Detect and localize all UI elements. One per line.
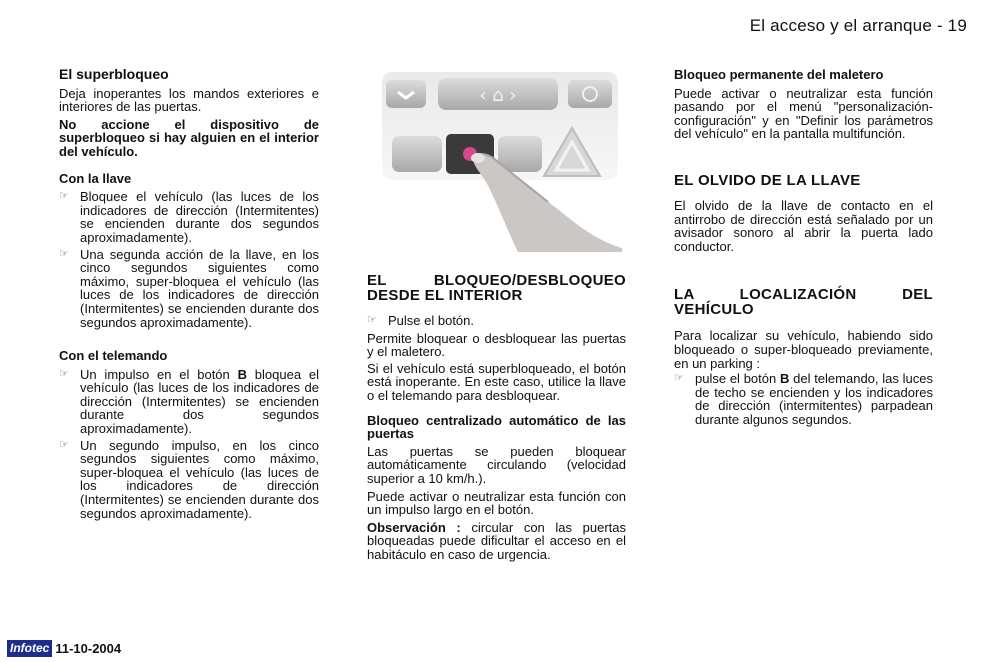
subtitle-con-el-telemando: Con el telemando bbox=[59, 348, 168, 364]
subtitle-con-la-llave: Con la llave bbox=[59, 170, 132, 186]
warning-text: No accione el dispositivo de superbloqueo si hay alguien en el interior del vehículo. bbox=[59, 116, 319, 159]
subtitle-bloqueo-maletero: Bloqueo permanente del maletero bbox=[674, 67, 884, 82]
list-item: ☞ Pulse el botón. bbox=[367, 313, 475, 328]
paragraph: Las puertas se pueden bloquear automáticamente circulando (velocidad superior a 10 km/h.). bbox=[367, 443, 626, 486]
list-item: ☞ pulse el botón B del telemando, las luces de techo se encienden y los indicadores de dirección (intermitentes) parpadean durante algunos segundos. bbox=[674, 371, 933, 427]
paragraph: El olvido de la llave de contacto en el antirrobo de dirección está señalado por un avisador sonoro al abrir la puerta lado conductor. bbox=[674, 197, 933, 254]
hand-pointer-icon: ☞ bbox=[59, 367, 69, 380]
page-header: El acceso y el arranque - 19 bbox=[749, 16, 967, 35]
section-title-olvido-llave: EL OLVIDO DE LA LLAVE bbox=[674, 171, 861, 189]
dashboard-button-photo bbox=[378, 72, 622, 252]
paragraph: Puede activar o neutralizar esta función pasando por el menú "personalización-configuración" y en "Definir los parámetros del vehículo" en la pantalla multifunción. bbox=[674, 85, 933, 142]
paragraph-intro: Deja inoperantes los mandos exteriores e interiores de las puertas. bbox=[59, 85, 319, 115]
hand-pointer-icon: ☞ bbox=[59, 438, 69, 451]
footer bbox=[7, 640, 121, 657]
paragraph: Para localizar su vehículo, habiendo sido bloqueado o super-bloqueado previamente, en un parking : bbox=[674, 328, 933, 371]
hand-pointer-icon: ☞ bbox=[59, 247, 69, 260]
list-item: ☞ Bloquee el vehículo (las luces de los indicadores de dirección (Intermitentes) se encienden durante dos segundos aproximadamente). bbox=[59, 189, 319, 245]
svg-text:‹ ⌂ ›: ‹ ⌂ › bbox=[479, 85, 517, 106]
observacion-paragraph: Observación : circular con las puertas bloqueadas puede dificultar el acceso en el habitáculo en caso de urgencia. bbox=[367, 519, 626, 562]
column-maletero-olvido bbox=[674, 68, 933, 427]
paragraph: Si el vehículo está superbloqueado, el botón está inoperante. En este caso, utilice la llave o el telemando para desbloquear. bbox=[367, 360, 626, 403]
section-title-bloqueo-desbloqueo: EL BLOQUEO/DESBLOQUEO DESDE EL INTERIOR bbox=[367, 272, 626, 304]
section-title-superbloqueo: El superbloqueo bbox=[59, 66, 169, 82]
paragraph: Puede activar o neutralizar esta función con un impulso largo en el botón. bbox=[367, 488, 626, 518]
hand-pointer-icon: ☞ bbox=[367, 314, 377, 326]
column-superbloqueo bbox=[59, 68, 319, 520]
subtitle-bloqueo-automatico: Bloqueo centralizado automático de las puertas bbox=[367, 412, 626, 442]
infotec-logo: Infotec bbox=[7, 640, 52, 657]
list-item: ☞ Una segunda acción de la llave, en los cinco segundos siguientes como máximo, super-bloquea el vehículo (las luces de los indicadores de dirección (Intermitentes) se encienden durante dos segundos aproximadamente). bbox=[59, 246, 319, 330]
list-item: ☞ Un impulso en el botón B bloquea el vehículo (las luces de los indicadores de dirección (Intermitentes) se encienden durante dos segundos aproximadamente). bbox=[59, 366, 319, 437]
hand-pointer-icon: ☞ bbox=[674, 372, 684, 385]
list-item: ☞ Un segundo impulso, en los cinco segundos siguientes como máximo, super-bloquea el vehículo (las luces de los indicadores de dirección (Intermitentes) se encienden durante dos segundos aproximadamente). bbox=[59, 437, 319, 521]
section-title-localizacion: LA LOCALIZACIÓN DEL VEHÍCULO bbox=[674, 286, 933, 319]
footer-date: 11-10-2004 bbox=[55, 641, 122, 656]
hand-pointer-icon: ☞ bbox=[59, 190, 69, 203]
column-bloqueo-interior bbox=[367, 273, 626, 562]
paragraph: Permite bloquear o desbloquear las puertas y el maletero. bbox=[367, 330, 626, 360]
